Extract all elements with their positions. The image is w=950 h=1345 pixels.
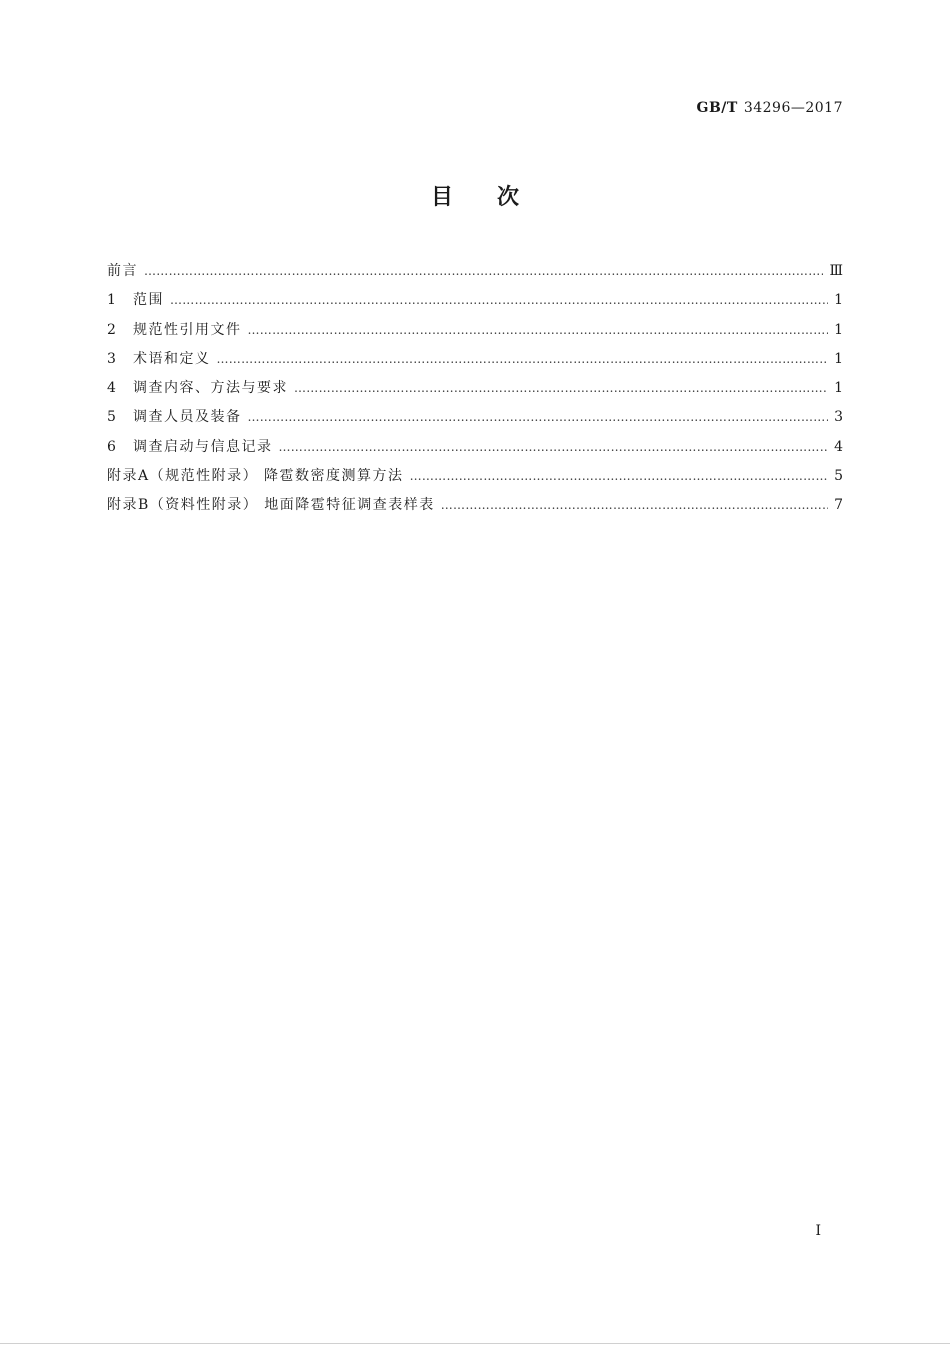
- toc-leader-dots: [410, 469, 829, 483]
- toc-item-number: 1: [107, 292, 116, 309]
- toc-item-page: 4: [834, 438, 843, 455]
- toc-leader-dots: [248, 323, 829, 337]
- page-title: 目次: [430, 185, 563, 210]
- table-of-contents: [107, 260, 843, 524]
- toc-item-appendix-a[interactable]: [107, 465, 843, 494]
- toc-item-number: 6: [107, 438, 116, 455]
- toc-item-survey-start-records[interactable]: [107, 436, 843, 465]
- toc-item-page: 3: [834, 409, 843, 426]
- toc-item-page: 1: [834, 292, 843, 309]
- page-number: I: [815, 1223, 821, 1239]
- toc-item-number: 3: [107, 350, 116, 367]
- toc-item-label: 附录A（规范性附录） 降雹数密度测算方法: [107, 468, 404, 485]
- toc-item-page: 1: [834, 321, 843, 338]
- toc-item-number: 2: [107, 321, 116, 338]
- page-bottom-edge: [0, 1343, 950, 1344]
- toc-leader-dots: [248, 410, 829, 424]
- toc-item-appendix-b[interactable]: [107, 494, 843, 523]
- toc-leader-dots: [441, 498, 828, 512]
- toc-item-number: 5: [107, 409, 116, 426]
- toc-item-page: 1: [834, 380, 843, 397]
- toc-item-terms-definitions[interactable]: [107, 348, 843, 377]
- toc-item-normative-references[interactable]: [107, 319, 843, 348]
- toc-item-label: 术语和定义: [133, 350, 211, 367]
- standard-number: [697, 100, 844, 116]
- toc-item-page: 5: [834, 468, 843, 485]
- toc-item-personnel-equipment[interactable]: [107, 406, 843, 435]
- toc-item-survey-content[interactable]: [107, 377, 843, 406]
- toc-item-number: 4: [107, 380, 116, 397]
- toc-item-preface[interactable]: [107, 260, 843, 289]
- toc-leader-dots: [170, 293, 828, 307]
- toc-item-label: 规范性引用文件: [133, 321, 242, 338]
- toc-item-label: 范围: [133, 292, 164, 309]
- standard-code: 34296—2017: [743, 100, 843, 116]
- toc-leader-dots: [294, 381, 828, 395]
- toc-item-label: 调查内容、方法与要求: [133, 380, 288, 397]
- toc-item-page: Ⅲ: [829, 263, 843, 279]
- standard-prefix: GB/T: [696, 100, 738, 116]
- toc-item-scope[interactable]: [107, 289, 843, 318]
- toc-leader-dots: [279, 440, 829, 454]
- toc-item-label: 附录B（资料性附录） 地面降雹特征调查表样表: [107, 497, 435, 514]
- toc-item-label: 调查人员及装备: [133, 409, 242, 426]
- toc-item-page: 7: [834, 497, 843, 514]
- toc-item-page: 1: [834, 350, 843, 367]
- toc-item-label: 调查启动与信息记录: [133, 438, 273, 455]
- toc-item-label: 前言: [107, 263, 138, 279]
- toc-leader-dots: [144, 264, 823, 278]
- toc-leader-dots: [217, 352, 829, 366]
